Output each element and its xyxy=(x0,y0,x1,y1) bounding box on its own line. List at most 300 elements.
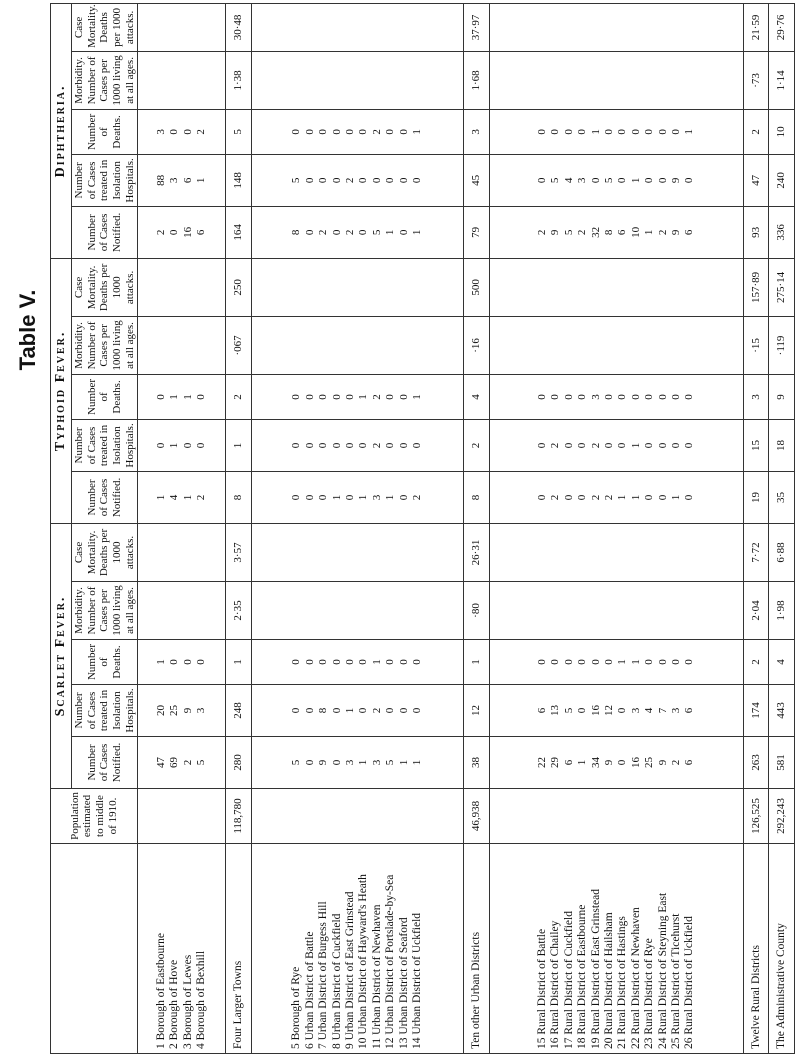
sf-notified-cell xyxy=(226,737,251,789)
sf-deaths-cell-line: 1 xyxy=(231,659,244,665)
tf-notified-cell-line: 0 xyxy=(643,494,656,501)
population-cell xyxy=(251,789,464,844)
sf-notified-cell-line: 5 xyxy=(195,759,208,766)
tf-treated-cell xyxy=(251,419,464,471)
tf-treated-cell-line: 2 xyxy=(370,442,383,449)
tf-treated-cell-line: 0 xyxy=(290,442,303,449)
statistics-table xyxy=(50,3,795,1054)
sf-deaths-cell-line: 0 xyxy=(181,659,194,665)
tf-treated-cell-line: 18 xyxy=(775,439,788,451)
di-treated-cell-line: 4 xyxy=(562,177,575,184)
tf-notified-cell-line: 8 xyxy=(469,494,482,501)
di-deaths-cell xyxy=(138,109,226,154)
di-notified-cell-line: 0 xyxy=(168,229,181,236)
tf-deaths-cell-line: 9 xyxy=(775,394,788,400)
sf-deaths-cell-line: 0 xyxy=(343,659,356,665)
di-treated-cell-line: 0 xyxy=(616,177,629,184)
sf-fatality-cell xyxy=(251,523,464,581)
sf-fatality-cell-line: 7·72 xyxy=(749,542,762,563)
tf-treated-cell-line: 0 xyxy=(643,442,656,449)
district-name-cell-line: 4 Borough of Bexhill xyxy=(195,950,208,1049)
sf-deaths-cell xyxy=(769,640,795,685)
sf-deaths-cell-line: 0 xyxy=(683,659,696,665)
sf-deaths-cell xyxy=(744,640,769,685)
sf-deaths-cell-line: 0 xyxy=(576,659,589,665)
di-notified-cell-line: 93 xyxy=(749,226,762,238)
di-morbidity-cell-line: 1·14 xyxy=(775,70,788,91)
sf-treated-cell-line: 6 xyxy=(683,707,696,714)
di-treated-cell-line: 2 xyxy=(343,177,356,184)
sf-notified-cell-line: 5 xyxy=(290,759,303,766)
sf-fatality-cell xyxy=(489,523,743,581)
sf-morbidity-cell xyxy=(226,582,251,640)
sf-treated-cell-line: 1 xyxy=(343,707,356,714)
sf-treated-cell xyxy=(489,685,743,737)
sf-fatality-cell-line: 6·88 xyxy=(775,542,788,563)
tf-treated-cell-line: 0 xyxy=(576,442,589,449)
sf-treated-cell-line: 0 xyxy=(357,707,370,714)
tf-notified-cell-line: 8 xyxy=(231,494,244,501)
tf-morbidity-cell xyxy=(226,316,251,374)
tf-fatality-cell-line: 500 xyxy=(469,279,482,296)
tf-fatality-cell xyxy=(744,258,769,316)
di-treated-cell-line: 0 xyxy=(330,177,343,184)
tf-deaths-header: Number of Deaths. xyxy=(72,374,138,419)
sf-deaths-cell-line: 0 xyxy=(303,659,316,665)
tf-treated-cell-line: 0 xyxy=(397,442,410,449)
di-deaths-cell xyxy=(744,109,769,154)
di-deaths-cell-line: 0 xyxy=(384,129,397,135)
di-deaths-cell-line: 0 xyxy=(616,129,629,135)
table-row xyxy=(251,3,464,1053)
sf-treated-cell-line: 13 xyxy=(549,705,562,716)
tf-treated-cell-line: 1 xyxy=(231,442,244,449)
district-name-cell-line: 14 Urban District of Uckfield xyxy=(411,912,424,1049)
district-name-cell xyxy=(464,844,489,1054)
table-row xyxy=(489,3,743,1053)
sf-deaths-cell-line: 0 xyxy=(168,659,181,665)
sf-deaths-cell xyxy=(138,640,226,685)
sf-deaths-cell-line: 0 xyxy=(330,659,343,665)
sf-fatality-cell xyxy=(464,523,489,581)
sf-fatality-cell xyxy=(744,523,769,581)
tf-treated-cell-line: 0 xyxy=(303,442,316,449)
sf-notified-cell-line: 0 xyxy=(330,759,343,766)
tf-deaths-cell-line: 0 xyxy=(602,394,615,400)
sf-treated-cell xyxy=(251,685,464,737)
tf-deaths-cell-line: 0 xyxy=(154,394,167,400)
sf-morbidity-cell-line: 2·35 xyxy=(231,600,244,621)
tf-notified-cell-line: 2 xyxy=(195,494,208,501)
sf-deaths-cell xyxy=(251,640,464,685)
sf-treated-cell-line: 7 xyxy=(656,707,669,714)
tf-morbidity-cell-line: ·15 xyxy=(749,338,762,353)
di-fatality-cell xyxy=(226,3,251,51)
sf-notified-cell-line: 0 xyxy=(616,759,629,766)
tf-fatality-1000-header: Case Mortality. Deaths per 1000 attacks. xyxy=(72,258,138,316)
tf-treated-cell xyxy=(138,419,226,471)
tf-notified-cell-line: 0 xyxy=(576,494,589,501)
sf-treated-cell-line: 0 xyxy=(576,707,589,714)
tf-notified-cell-line: 2 xyxy=(549,494,562,501)
di-deaths-cell-line: 0 xyxy=(181,129,194,135)
tf-deaths-cell xyxy=(251,374,464,419)
tf-notified-cell xyxy=(744,471,769,523)
sf-deaths-cell-line: 0 xyxy=(397,659,410,665)
district-name-cell-line: 16 Rural District of Chailey xyxy=(549,920,562,1049)
di-deaths-cell-line: 3 xyxy=(469,129,482,135)
di-deaths-cell-line: 0 xyxy=(535,129,548,135)
sf-deaths-cell xyxy=(489,640,743,685)
tf-treated-cell-line: 0 xyxy=(411,442,424,449)
di-deaths-cell-line: 0 xyxy=(629,129,642,135)
di-deaths-cell-line: 0 xyxy=(576,129,589,135)
sf-notified-cell-line: 5 xyxy=(384,759,397,766)
district-name-cell xyxy=(138,844,226,1054)
tf-notified-cell-line: 1 xyxy=(357,494,370,501)
sf-deaths-cell-line: 0 xyxy=(290,659,303,665)
district-name-cell-line: 1 Borough of Eastbourne xyxy=(154,933,167,1049)
di-cases-notified-header: Number of Cases Notified. xyxy=(72,206,138,258)
tf-treated-cell xyxy=(226,419,251,471)
sf-deaths-cell-line: 0 xyxy=(669,659,682,665)
tf-deaths-cell xyxy=(138,374,226,419)
di-treated-cell-line: 0 xyxy=(397,177,410,184)
sf-treated-cell-line: 12 xyxy=(602,705,615,716)
di-notified-cell xyxy=(489,206,743,258)
tf-notified-cell-line: 3 xyxy=(370,494,383,501)
sf-notified-cell-line: 1 xyxy=(357,759,370,766)
tf-morbidity-cell xyxy=(138,316,226,374)
tf-morbidity-cell-line: ·119 xyxy=(775,335,788,356)
district-name-cell-line: 8 Urban District of Cuckfield xyxy=(330,913,343,1049)
tf-deaths-cell-line: 1 xyxy=(411,394,424,400)
sf-treated-cell-line: 174 xyxy=(749,702,762,719)
rotated-table-wrapper xyxy=(50,4,795,1054)
di-fatality-cell xyxy=(744,3,769,51)
population-cell-line: 46,938 xyxy=(469,800,482,832)
sf-fatality-cell-line: 26·31 xyxy=(469,539,482,566)
sf-treated-cell xyxy=(464,685,489,737)
sf-deaths-cell-line: 0 xyxy=(317,659,330,665)
sf-notified-cell-line: 6 xyxy=(683,759,696,766)
di-treated-cell-line: 0 xyxy=(535,177,548,184)
district-name-cell-line: 18 Rural District of Eastbourne xyxy=(576,904,589,1049)
tf-morbidity-cell xyxy=(769,316,795,374)
di-treated-cell-line: 0 xyxy=(411,177,424,184)
di-notified-cell xyxy=(251,206,464,258)
tf-morbidity-cell-line: ·067 xyxy=(231,335,244,356)
district-name-cell-line: 17 Rural District of Cuckfield xyxy=(562,911,575,1049)
tf-deaths-cell-line: 2 xyxy=(370,394,383,400)
population-cell xyxy=(489,789,743,844)
sf-notified-cell-line: 2 xyxy=(669,759,682,766)
tf-treated-cell-line: 0 xyxy=(343,442,356,449)
di-cases-treated-header: Number of Cases treated in Isolation Hospitals. xyxy=(72,154,138,206)
sf-deaths-cell xyxy=(464,640,489,685)
tf-notified-cell-line: 1 xyxy=(154,494,167,501)
tf-deaths-cell-line: 0 xyxy=(616,394,629,400)
di-deaths-cell xyxy=(251,109,464,154)
sf-deaths-cell-line: 1 xyxy=(154,659,167,665)
sf-notified-cell-line: 280 xyxy=(231,754,244,771)
di-morbidity-cell xyxy=(226,51,251,109)
tf-notified-cell xyxy=(489,471,743,523)
tf-notified-cell-line: 1 xyxy=(181,494,194,501)
table-row xyxy=(744,3,769,1053)
district-name-cell-line: 3 Borough of Lewes xyxy=(181,954,194,1049)
district-name-cell-line: 24 Rural District of Steyning East xyxy=(656,892,669,1049)
di-deaths-cell-line: 0 xyxy=(669,129,682,135)
di-treated-cell-line: 1 xyxy=(195,177,208,184)
di-treated-cell-line: 9 xyxy=(669,177,682,184)
di-treated-cell xyxy=(744,154,769,206)
district-name-cell-line: Ten other Urban Districts xyxy=(469,931,482,1049)
di-treated-cell xyxy=(138,154,226,206)
tf-morbidity-cell-line: ·16 xyxy=(469,338,482,353)
tf-fatality-cell-line: 157·89 xyxy=(749,271,762,304)
sf-treated-cell-line: 443 xyxy=(775,702,788,719)
tf-deaths-cell xyxy=(489,374,743,419)
di-notified-cell-line: 2 xyxy=(317,229,330,236)
sf-morbidity-cell xyxy=(489,582,743,640)
table-row xyxy=(226,3,251,1053)
di-treated-cell-line: 5 xyxy=(290,177,303,184)
di-deaths-cell-line: 0 xyxy=(562,129,575,135)
di-deaths-cell-line: 0 xyxy=(357,129,370,135)
di-treated-cell-line: 0 xyxy=(317,177,330,184)
di-morbidity-cell-line: 1·68 xyxy=(469,70,482,91)
population-cell xyxy=(769,789,795,844)
sf-notified-cell xyxy=(769,737,795,789)
tf-notified-cell-line: 0 xyxy=(317,494,330,501)
sf-deaths-cell-line: 0 xyxy=(562,659,575,665)
di-treated-cell xyxy=(489,154,743,206)
di-treated-cell-line: 47 xyxy=(749,174,762,186)
tf-deaths-cell-line: 1 xyxy=(181,394,194,400)
di-deaths-cell-line: 1 xyxy=(683,129,696,135)
di-notified-cell-line: 6 xyxy=(683,229,696,236)
scarlet-fever-header: Scarlet Fever. xyxy=(51,523,72,788)
sf-deaths-cell-line: 0 xyxy=(656,659,669,665)
di-notified-cell xyxy=(464,206,489,258)
di-treated-cell xyxy=(226,154,251,206)
di-morbidity-cell-line: ·73 xyxy=(749,73,762,88)
table-row xyxy=(464,3,489,1053)
di-notified-cell-line: 6 xyxy=(616,229,629,236)
sf-treated-cell-line: 0 xyxy=(330,707,343,714)
table-caption xyxy=(8,289,48,371)
sf-morbidity-cell xyxy=(464,582,489,640)
di-notified-cell-line: 2 xyxy=(535,229,548,236)
tf-treated-cell-line: 0 xyxy=(181,442,194,449)
di-fatality-1000-header: Case Mortality. Deaths per 1000 attacks. xyxy=(72,3,138,51)
tf-fatality-cell xyxy=(464,258,489,316)
di-notified-cell-line: 2 xyxy=(576,229,589,236)
district-name-cell xyxy=(489,844,743,1054)
tf-deaths-cell-line: 1 xyxy=(357,394,370,400)
di-treated-cell-line: 0 xyxy=(384,177,397,184)
tf-treated-cell-line: 0 xyxy=(616,442,629,449)
district-name-cell-line: The Administrative County xyxy=(775,923,788,1049)
sf-deaths-cell-line: 1 xyxy=(469,659,482,665)
district-name-cell-line: 22 Rural District of Newhaven xyxy=(629,907,642,1049)
di-morbidity-1000-header: Morbidity. Number of Cases per 1000 living at all ages. xyxy=(72,51,138,109)
tf-treated-cell xyxy=(464,419,489,471)
sf-fatality-cell xyxy=(138,523,226,581)
district-name-cell-line: 21 Rural District of Hastings xyxy=(616,916,629,1049)
di-treated-cell-line: 240 xyxy=(775,172,788,189)
tf-notified-cell-line: 0 xyxy=(343,494,356,501)
diphtheria-header: Diphtheria. xyxy=(51,3,72,258)
di-treated-cell xyxy=(464,154,489,206)
di-deaths-cell-line: 2 xyxy=(195,129,208,135)
di-deaths-cell-line: 0 xyxy=(290,129,303,135)
di-deaths-cell-line: 0 xyxy=(643,129,656,135)
district-name-cell xyxy=(226,844,251,1054)
di-fatality-cell xyxy=(769,3,795,51)
sf-morbidity-cell-line: ·80 xyxy=(469,603,482,618)
sf-notified-cell-line: 69 xyxy=(168,757,181,768)
sf-deaths-cell-line: 0 xyxy=(384,659,397,665)
tf-treated-cell-line: 0 xyxy=(669,442,682,449)
di-fatality-cell-line: 30·48 xyxy=(231,14,244,41)
sf-treated-cell-line: 0 xyxy=(616,707,629,714)
tf-fatality-cell xyxy=(138,258,226,316)
sf-morbidity-cell-line: 1·98 xyxy=(775,600,788,621)
di-morbidity-cell xyxy=(251,51,464,109)
sf-morbidity-cell xyxy=(251,582,464,640)
tf-notified-cell-line: 0 xyxy=(535,494,548,501)
di-notified-cell-line: 5 xyxy=(562,229,575,236)
di-notified-cell-line: 8 xyxy=(602,229,615,236)
di-fatality-cell-line: 21·59 xyxy=(749,14,762,41)
di-treated-cell-line: 45 xyxy=(469,174,482,186)
di-treated-cell-line: 3 xyxy=(576,177,589,184)
sf-cases-notified-header: Number of Cases Notified. xyxy=(72,737,138,789)
tf-treated-cell-line: 2 xyxy=(549,442,562,449)
sf-treated-cell-line: 3 xyxy=(669,707,682,714)
sf-notified-cell-line: 16 xyxy=(629,757,642,768)
tf-notified-cell-line: 1 xyxy=(330,494,343,501)
di-fatality-cell-line: 37·97 xyxy=(469,14,482,41)
sf-treated-cell-line: 12 xyxy=(469,705,482,716)
tf-deaths-cell xyxy=(769,374,795,419)
di-morbidity-cell xyxy=(769,51,795,109)
tf-treated-cell xyxy=(769,419,795,471)
tf-notified-cell-line: 0 xyxy=(683,494,696,501)
population-cell-line: 292,243 xyxy=(775,798,788,834)
sf-morbidity-1000-header: Morbidity. Number of Cases per 1000 living at all ages. xyxy=(72,582,138,640)
tf-deaths-cell-line: 2 xyxy=(231,394,244,400)
sf-treated-cell xyxy=(226,685,251,737)
di-notified-cell-line: 5 xyxy=(370,229,383,236)
sf-treated-cell-line: 0 xyxy=(384,707,397,714)
di-morbidity-cell xyxy=(138,51,226,109)
sf-deaths-cell-line: 0 xyxy=(411,659,424,665)
district-name-cell xyxy=(769,844,795,1054)
tf-morbidity-cell xyxy=(251,316,464,374)
sf-notified-cell-line: 3 xyxy=(370,759,383,766)
tf-treated-cell-line: 0 xyxy=(384,442,397,449)
tf-notified-cell-line: 4 xyxy=(168,494,181,501)
sf-fatality-cell xyxy=(226,523,251,581)
di-fatality-cell-line: 29·76 xyxy=(775,14,788,41)
tf-deaths-cell-line: 4 xyxy=(469,394,482,400)
tf-deaths-cell-line: 0 xyxy=(330,394,343,400)
di-notified-cell-line: 9 xyxy=(549,229,562,236)
sf-notified-cell xyxy=(489,737,743,789)
sf-notified-cell-line: 47 xyxy=(154,757,167,768)
tf-notified-cell-line: 0 xyxy=(562,494,575,501)
di-treated-cell-line: 5 xyxy=(602,177,615,184)
sf-notified-cell-line: 9 xyxy=(602,759,615,766)
district-name-cell-line: 2 Borough of Hove xyxy=(168,959,181,1049)
di-notified-cell-line: 16 xyxy=(181,226,194,238)
sf-deaths-cell-line: 0 xyxy=(357,659,370,665)
sf-notified-cell-line: 38 xyxy=(469,757,482,768)
tf-deaths-cell-line: 0 xyxy=(290,394,303,400)
tf-fatality-cell-line: 250 xyxy=(231,279,244,296)
tf-notified-cell-line: 2 xyxy=(602,494,615,501)
tf-notified-cell xyxy=(226,471,251,523)
sf-notified-cell-line: 2 xyxy=(181,759,194,766)
di-deaths-cell xyxy=(226,109,251,154)
typhoid-fever-header: Typhoid Fever. xyxy=(51,258,72,523)
tf-deaths-cell xyxy=(744,374,769,419)
di-deaths-cell-line: 0 xyxy=(549,129,562,135)
table-caption-text: Table V. xyxy=(15,289,40,371)
district-name-cell-line: Twelve Rural Districts xyxy=(749,945,762,1049)
sf-deaths-cell-line: 0 xyxy=(589,659,602,665)
tf-notified-cell-line: 19 xyxy=(749,491,762,503)
tf-deaths-cell-line: 0 xyxy=(549,394,562,400)
district-name-cell-line: 13 Urban District of Seaford xyxy=(397,917,410,1049)
table-row xyxy=(769,3,795,1053)
district-name-cell-line: 25 Rural District of Ticehurst xyxy=(669,913,682,1049)
di-notified-cell-line: 8 xyxy=(290,229,303,236)
district-name-cell-line: 5 Borough of Rye xyxy=(290,966,303,1049)
sf-notified-cell-line: 22 xyxy=(535,757,548,768)
tf-deaths-cell xyxy=(226,374,251,419)
sf-notified-cell xyxy=(744,737,769,789)
sf-treated-cell-line: 5 xyxy=(562,707,575,714)
sf-notified-cell-line: 9 xyxy=(656,759,669,766)
di-treated-cell-line: 3 xyxy=(168,177,181,184)
sf-treated-cell xyxy=(744,685,769,737)
district-name-cell-line: 19 Rural District of East Grinstead xyxy=(589,888,602,1049)
tf-treated-cell xyxy=(744,419,769,471)
tf-treated-cell-line: 0 xyxy=(357,442,370,449)
sf-deaths-cell-line: 1 xyxy=(370,659,383,665)
sf-notified-cell-line: 34 xyxy=(589,757,602,768)
di-deaths-cell-line: 1 xyxy=(589,129,602,135)
sf-morbidity-cell xyxy=(138,582,226,640)
sf-treated-cell-line: 3 xyxy=(195,707,208,714)
tf-treated-cell-line: 0 xyxy=(535,442,548,449)
sf-treated-cell-line: 16 xyxy=(589,705,602,716)
tf-treated-cell-line: 0 xyxy=(683,442,696,449)
tf-deaths-cell-line: 0 xyxy=(195,394,208,400)
district-name-cell xyxy=(744,844,769,1054)
tf-deaths-cell-line: 0 xyxy=(576,394,589,400)
population-cell-line: 118,780 xyxy=(231,798,244,834)
tf-deaths-cell-line: 0 xyxy=(343,394,356,400)
district-name-cell-line: 10 Urban District of Hayward's Heath xyxy=(357,874,370,1049)
di-notified-cell xyxy=(138,206,226,258)
di-deaths-cell-line: 1 xyxy=(411,129,424,135)
district-name-cell-line: 15 Rural District of Battle xyxy=(535,928,548,1049)
